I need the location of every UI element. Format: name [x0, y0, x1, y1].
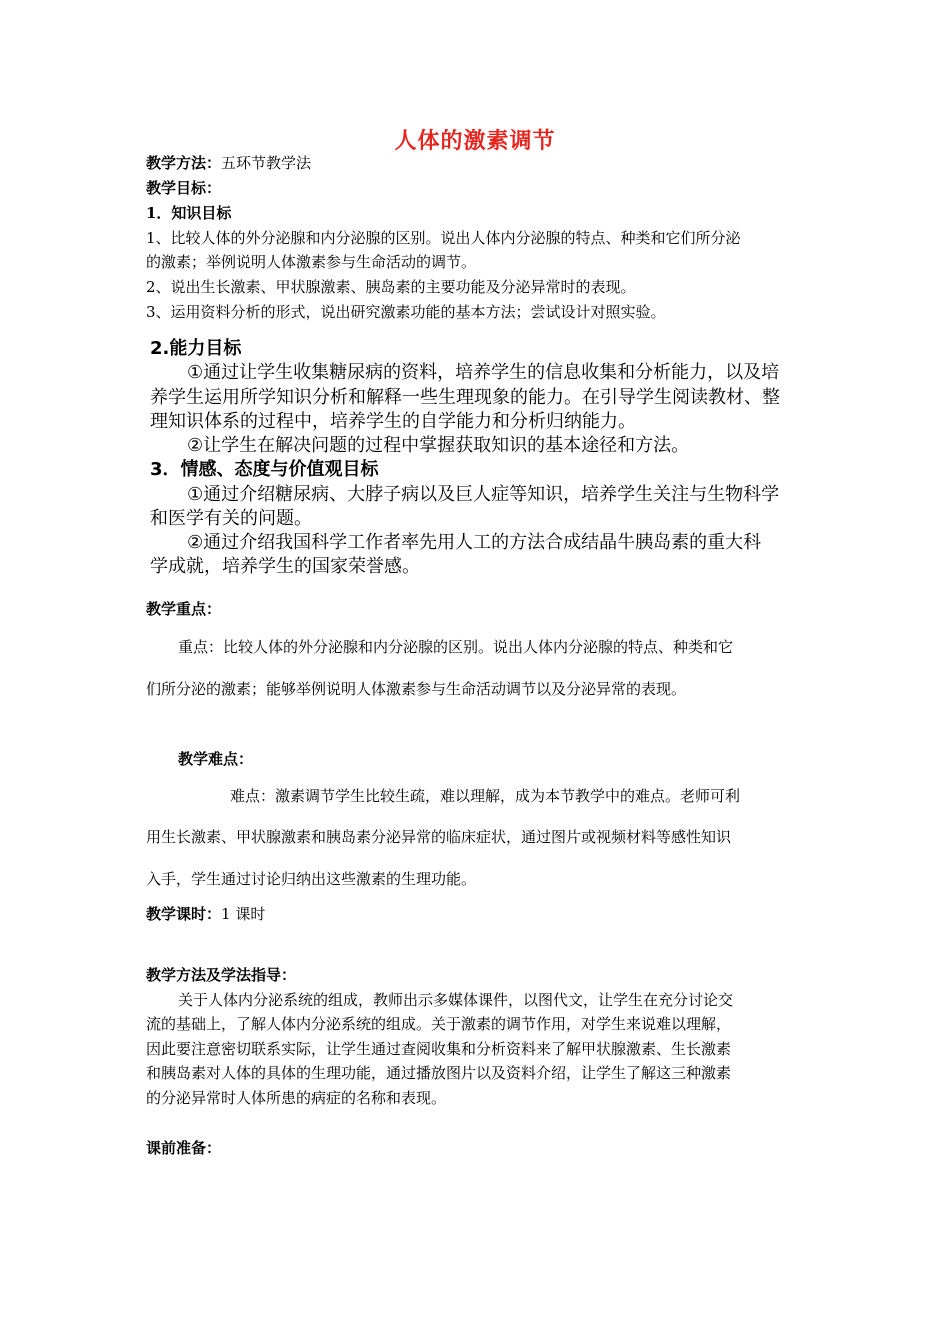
ability-line: ①通过让学生收集糖尿病的资料，培养学生的信息收集和分析能力，以及培	[187, 362, 780, 383]
emotion-line: ①通过介绍糖尿病、大脖子病以及巨人症等知识，培养学生关注与生物科学	[187, 484, 780, 505]
knowledge-line: 3、运用资料分析的形式，说出研究激素功能的基本方法；尝试设计对照实验。	[146, 303, 666, 321]
guidance-line: 因此要注意密切联系实际，让学生通过查阅收集和分析资料来了解甲状腺激素、生长激素	[146, 1040, 732, 1058]
preparation-label: 课前准备：	[146, 1139, 222, 1157]
ability-line: ②让学生在解决问题的过程中掌握获取知识的基本途径和方法。	[187, 435, 690, 456]
page-title: 人体的激素调节	[394, 128, 556, 154]
emotion-line: ②通过介绍我国科学工作者率先用人工的方法合成结晶牛胰岛素的重大科	[187, 532, 762, 553]
hours-label: 教学课时：	[146, 905, 222, 923]
objectives-label: 教学目标：	[146, 179, 222, 197]
emotion-line: 和医学有关的问题。	[150, 508, 312, 529]
emotion-line: 学成就，培养学生的国家荣誉感。	[150, 556, 420, 577]
knowledge-line: 的激素；举例说明人体激素参与生命活动的调节。	[146, 253, 477, 271]
method-row	[146, 153, 311, 173]
guidance-line: 流的基础上，了解人体内分泌系统的组成。关于激素的调节作用，对学生来说难以理解，	[146, 1015, 732, 1033]
guidance-line: 和胰岛素对人体的具体的生理功能，通过播放图片以及资料介绍，让学生了解这三种激素	[146, 1064, 732, 1082]
knowledge-line: 2、说出生长激素、甲状腺激素、胰岛素的主要功能及分泌异常时的表现。	[146, 278, 636, 296]
ability-heading: 2.能力目标	[150, 338, 242, 359]
difficulties-line: 入手，学生通过讨论归纳出这些激素的生理功能。	[146, 870, 477, 888]
ability-line: 养学生运用所学知识分析和解释一些生理现象的能力。在引导学生阅读教材、整	[150, 387, 780, 408]
method-label: 教学方法：	[146, 154, 222, 172]
guidance-label: 教学方法及学法指导：	[146, 966, 297, 984]
knowledge-line: 1、比较人体的外分泌腺和内分泌腺的区别。说出人体内分泌腺的特点、种类和它们所分泌	[146, 229, 741, 247]
difficulties-line: 难点：激素调节学生比较生疏，难以理解，成为本节教学中的难点。老师可利	[230, 787, 741, 805]
key-points-line: 们所分泌的激素；能够举例说明人体激素参与生命活动调节以及分泌异常的表现。	[146, 680, 687, 698]
hours-row	[146, 904, 265, 924]
method-value: 五环节教学法	[221, 154, 312, 172]
guidance-line: 的分泌异常时人体所患的病症的名称和表现。	[146, 1089, 447, 1107]
ability-line: 理知识体系的过程中，培养学生的自学能力和分析归纳能力。	[150, 411, 636, 432]
difficulties-label: 教学难点：	[178, 750, 254, 768]
hours-value: 1 课时	[221, 905, 266, 923]
key-points-line: 重点：比较人体的外分泌腺和内分泌腺的区别。说出人体内分泌腺的特点、种类和它	[178, 638, 734, 656]
key-points-label: 教学重点：	[146, 600, 222, 618]
guidance-line: 关于人体内分泌系统的组成，教师出示多媒体课件，以图代文，让学生在充分讨论交	[178, 991, 734, 1009]
difficulties-line: 用生长激素、甲状腺激素和胰岛素分泌异常的临床症状，通过图片或视频材料等感性知识	[146, 828, 732, 846]
knowledge-heading: 1．知识目标	[146, 204, 232, 222]
emotion-heading: 3．情感、态度与价值观目标	[150, 459, 379, 480]
